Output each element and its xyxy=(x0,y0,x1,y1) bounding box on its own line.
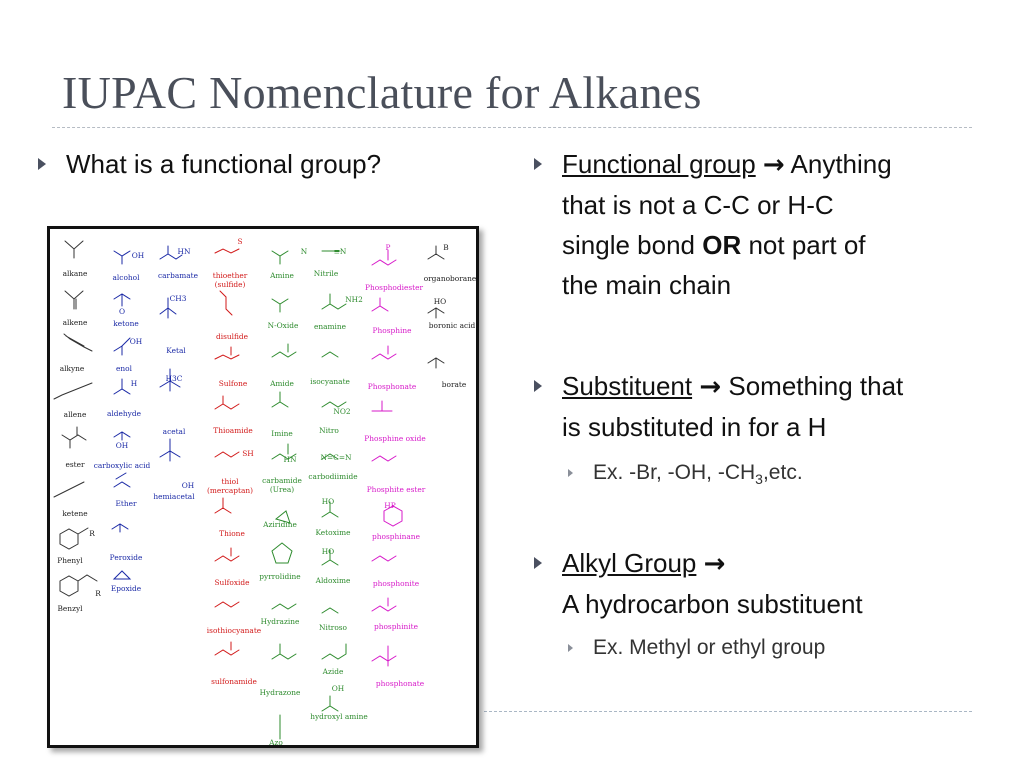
label-sulfide: (sulfide) xyxy=(214,280,246,289)
title-divider xyxy=(52,127,972,128)
atom-s: S xyxy=(237,237,243,246)
atom-triple-n: ≡N xyxy=(333,247,347,256)
label-phosphite-ester: Phosphite ester xyxy=(366,485,426,494)
label-sulfone: Sulfone xyxy=(218,379,248,388)
label-ketal: Ketal xyxy=(166,346,186,355)
atom-p: P xyxy=(385,243,391,252)
atom-o: O xyxy=(118,307,126,316)
label-ether: Ether xyxy=(115,499,137,508)
label-sulfonamide: sulfonamide xyxy=(211,677,257,686)
atom-oh: OH xyxy=(131,251,145,260)
or-emphasis: OR xyxy=(702,230,742,260)
label-isothiocyanate: isothiocyanate xyxy=(206,626,262,635)
atom-hn: HN xyxy=(283,455,297,464)
label-imine: Imine xyxy=(271,429,293,438)
label-thioamide: Thioamide xyxy=(213,426,253,435)
label-thiol: thiol xyxy=(221,477,239,486)
bullet-arrow-icon xyxy=(534,557,542,569)
term-functional-group: Functional group xyxy=(562,149,756,179)
footer-divider xyxy=(484,711,972,712)
atom-ch3: CH3 xyxy=(169,294,187,303)
atom-no2: NO2 xyxy=(333,407,351,416)
label-phosphonate: Phosphonate xyxy=(367,382,417,391)
label-azide: Azide xyxy=(322,667,344,676)
atom-n: N xyxy=(300,247,308,256)
arrow-right-icon: → xyxy=(703,549,726,579)
alkyl-example: Ex. Methyl or ethyl group xyxy=(593,636,826,659)
term-alkyl-group: Alkyl Group xyxy=(562,548,697,578)
label-amide: Amide xyxy=(270,379,294,388)
sub-bullet-arrow-icon xyxy=(568,469,573,477)
label-organoborane: organoborane xyxy=(423,274,477,283)
label-ketone: ketone xyxy=(113,319,139,328)
atom-ho: HO xyxy=(433,297,447,306)
label-carbodiimide: carbodiimide xyxy=(308,472,358,481)
atom-h3c: H3C xyxy=(165,374,183,383)
label-sulfoxide: Sulfoxide xyxy=(214,578,250,587)
atom-ncn: N=C=N xyxy=(320,453,352,462)
label-hydroxyl-amine: hydroxyl amine xyxy=(310,712,368,721)
label-amine: Amine xyxy=(270,271,294,280)
label-isocyanate: isocyanate xyxy=(310,377,350,386)
label-aziridine: Aziridine xyxy=(263,520,297,529)
atom-oh: OH xyxy=(129,337,143,346)
label-aldoxime: Aldoxime xyxy=(315,576,351,585)
atom-hp: HP xyxy=(384,501,396,510)
atom-oh: OH xyxy=(181,481,195,490)
label-carboxylic-acid: carboxylic acid xyxy=(93,461,151,470)
substituent-example: Ex. -Br, -OH, $-CH_3,etc$. xyxy=(593,461,803,488)
label-azo: Azo xyxy=(269,738,283,747)
atom-hn: HN xyxy=(177,247,191,256)
atom-r: R xyxy=(89,529,95,538)
label-boronic-acid: boronic acid xyxy=(428,321,476,330)
atom-nh2: NH2 xyxy=(345,295,363,304)
label-ketene: ketene xyxy=(62,509,88,518)
label-urea: (Urea) xyxy=(269,485,295,494)
label-phosphinane: phosphinane xyxy=(372,532,420,541)
label-ester: ester xyxy=(65,460,85,469)
label-carbamate: carbamate xyxy=(158,271,198,280)
atom-oh: OH xyxy=(115,441,129,450)
atom-h: H xyxy=(130,379,138,388)
label-epoxide: Epoxide xyxy=(110,584,142,593)
arrow-right-icon: → xyxy=(762,150,785,180)
arrow-right-icon: → xyxy=(699,372,722,402)
label-borate: borate xyxy=(441,380,467,389)
label-phosphonate-2: phosphonate xyxy=(375,679,425,688)
label-alkyne: alkyne xyxy=(59,364,85,373)
atom-sh: SH xyxy=(242,449,254,458)
label-mercaptan: (mercaptan) xyxy=(206,486,254,495)
label-nitroso: Nitroso xyxy=(318,623,348,632)
label-phosphine: Phosphine xyxy=(372,326,412,335)
label-enol: enol xyxy=(116,364,132,373)
term-substituent: Substituent xyxy=(562,371,693,401)
label-allene: allene xyxy=(63,410,87,419)
label-hydrazine: Hydrazine xyxy=(260,617,300,626)
atom-ho: HO xyxy=(321,497,335,506)
atom-ho: HO xyxy=(321,547,335,556)
label-thioether: thioether xyxy=(212,271,248,280)
label-ketoxime: Ketoxime xyxy=(315,528,351,537)
label-pyrrolidine: pyrrolidine xyxy=(259,572,301,581)
label-aldehyde: aldehyde xyxy=(107,409,141,418)
label-alcohol: alcohol xyxy=(112,273,140,282)
label-phosphonite: phosphonite xyxy=(372,579,420,588)
left-bullet-text: What is a functional group? xyxy=(66,149,382,179)
bullet-arrow-icon xyxy=(534,380,542,392)
label-thione: Thione xyxy=(219,529,245,538)
label-phosphinite: phosphinite xyxy=(373,622,419,631)
label-nitro: Nitro xyxy=(319,426,339,435)
label-benzyl: Benzyl xyxy=(57,604,83,613)
atom-b: B xyxy=(443,243,449,252)
label-peroxide: Peroxide xyxy=(109,553,143,562)
label-n-oxide: N-Oxide xyxy=(267,321,299,330)
label-hemiacetal: hemiacetal xyxy=(153,492,195,501)
sub-bullet-arrow-icon xyxy=(568,644,573,652)
bullet-arrow-icon xyxy=(534,158,542,170)
label-nitrile: Nitrile xyxy=(313,269,339,278)
atom-oh: OH xyxy=(331,684,345,693)
label-hydrazone: Hydrazone xyxy=(259,688,301,697)
label-acetal: acetal xyxy=(162,427,186,436)
label-enamine: enamine xyxy=(313,322,347,331)
functional-groups-figure xyxy=(47,226,479,748)
label-carbamide: carbamide xyxy=(262,476,302,485)
bullet-arrow-icon xyxy=(38,158,46,170)
label-phenyl: Phenyl xyxy=(57,556,83,565)
atom-r: R xyxy=(95,589,101,598)
label-phosphodiester: Phosphodiester xyxy=(364,283,424,292)
label-disulfide: disulfide xyxy=(215,332,249,341)
label-alkane: alkane xyxy=(62,269,88,278)
label-alkene: alkene xyxy=(62,318,88,327)
label-phosphine-oxide: Phosphine oxide xyxy=(364,434,426,443)
slide-title: IUPAC Nomenclature for Alkanes xyxy=(62,67,702,118)
